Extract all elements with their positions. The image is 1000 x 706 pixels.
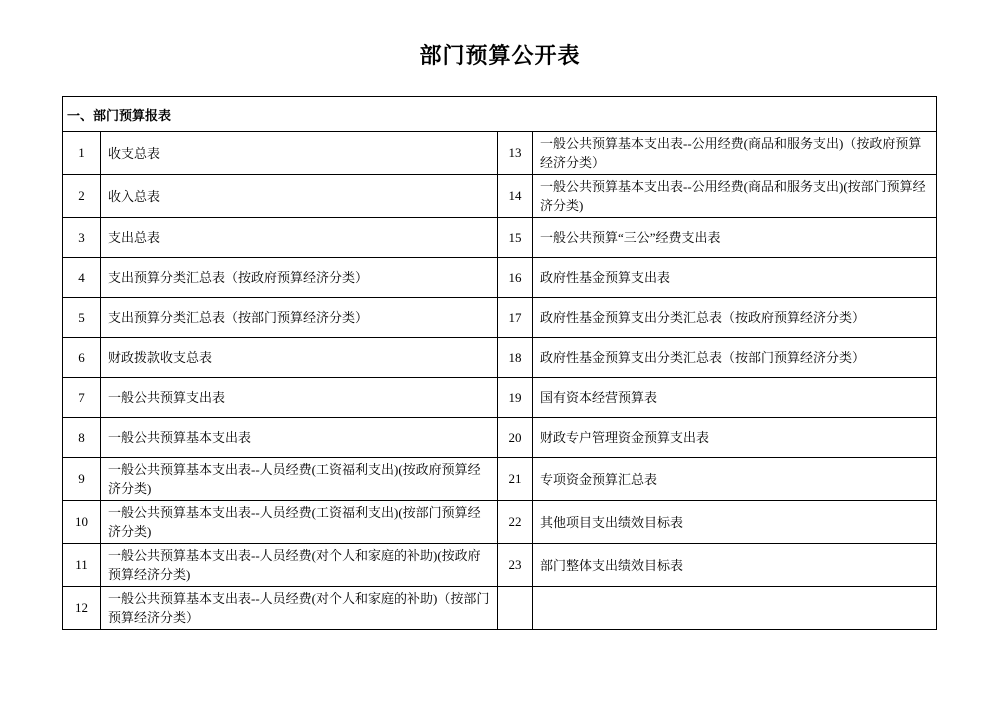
- row-number-right: 17: [498, 298, 533, 338]
- row-number-right: 13: [498, 132, 533, 175]
- budget-report-table: [62, 96, 937, 630]
- table-row: [63, 298, 937, 338]
- row-number-left: 12: [63, 587, 101, 630]
- section-header: 一、部门预算报表: [63, 97, 937, 132]
- row-number-right: 14: [498, 175, 533, 218]
- report-name-left: 一般公共预算基本支出表--人员经费(工资福利支出)(按部门预算经济分类): [101, 501, 498, 544]
- row-number-left: 8: [63, 418, 101, 458]
- row-number-right: 19: [498, 378, 533, 418]
- report-name-left: 一般公共预算基本支出表--人员经费(工资福利支出)(按政府预算经济分类): [101, 458, 498, 501]
- table-row: [63, 458, 937, 501]
- row-number-left: 7: [63, 378, 101, 418]
- row-number-right: 20: [498, 418, 533, 458]
- section-header-row: [63, 97, 937, 132]
- report-name-right: 政府性基金预算支出表: [533, 258, 937, 298]
- table-row: [63, 338, 937, 378]
- row-number-right: 23: [498, 544, 533, 587]
- report-name-right: 国有资本经营预算表: [533, 378, 937, 418]
- table-row: [63, 258, 937, 298]
- report-name-right: 一般公共预算“三公”经费支出表: [533, 218, 937, 258]
- row-number-left: 1: [63, 132, 101, 175]
- row-number-right: 22: [498, 501, 533, 544]
- table-row: [63, 501, 937, 544]
- row-number-right: 15: [498, 218, 533, 258]
- report-name-left: 支出总表: [101, 218, 498, 258]
- report-name-right: [533, 587, 937, 630]
- report-name-right: 财政专户管理资金预算支出表: [533, 418, 937, 458]
- report-name-left: 收支总表: [101, 132, 498, 175]
- row-number-right: [498, 587, 533, 630]
- report-name-left: 支出预算分类汇总表（按政府预算经济分类）: [101, 258, 498, 298]
- table-row: [63, 218, 937, 258]
- table-row: [63, 132, 937, 175]
- report-name-left: 一般公共预算支出表: [101, 378, 498, 418]
- page-title: 部门预算公开表: [419, 43, 581, 68]
- report-name-right: 其他项目支出绩效目标表: [533, 501, 937, 544]
- row-number-left: 4: [63, 258, 101, 298]
- table-row: [63, 418, 937, 458]
- row-number-right: 16: [498, 258, 533, 298]
- report-name-right: 政府性基金预算支出分类汇总表（按部门预算经济分类）: [533, 338, 937, 378]
- report-name-left: 支出预算分类汇总表（按部门预算经济分类）: [101, 298, 498, 338]
- row-number-left: 2: [63, 175, 101, 218]
- report-name-left: 一般公共预算基本支出表--人员经费(对个人和家庭的补助)(按政府预算经济分类): [101, 544, 498, 587]
- report-name-right: 政府性基金预算支出分类汇总表（按政府预算经济分类）: [533, 298, 937, 338]
- report-name-left: 一般公共预算基本支出表--人员经费(对个人和家庭的补助)（按部门预算经济分类）: [101, 587, 498, 630]
- row-number-left: 5: [63, 298, 101, 338]
- report-name-left: 财政拨款收支总表: [101, 338, 498, 378]
- table-row: [63, 175, 937, 218]
- table-row: [63, 378, 937, 418]
- row-number-right: 21: [498, 458, 533, 501]
- table-row: [63, 544, 937, 587]
- row-number-left: 11: [63, 544, 101, 587]
- row-number-left: 3: [63, 218, 101, 258]
- report-name-right: 部门整体支出绩效目标表: [533, 544, 937, 587]
- row-number-left: 9: [63, 458, 101, 501]
- report-name-left: 收入总表: [101, 175, 498, 218]
- report-name-right: 一般公共预算基本支出表--公用经费(商品和服务支出)（按政府预算经济分类）: [533, 132, 937, 175]
- row-number-left: 6: [63, 338, 101, 378]
- row-number-left: 10: [63, 501, 101, 544]
- report-name-right: 专项资金预算汇总表: [533, 458, 937, 501]
- report-name-left: 一般公共预算基本支出表: [101, 418, 498, 458]
- report-name-right: 一般公共预算基本支出表--公用经费(商品和服务支出)(按部门预算经济分类): [533, 175, 937, 218]
- table-row: [63, 587, 937, 630]
- row-number-right: 18: [498, 338, 533, 378]
